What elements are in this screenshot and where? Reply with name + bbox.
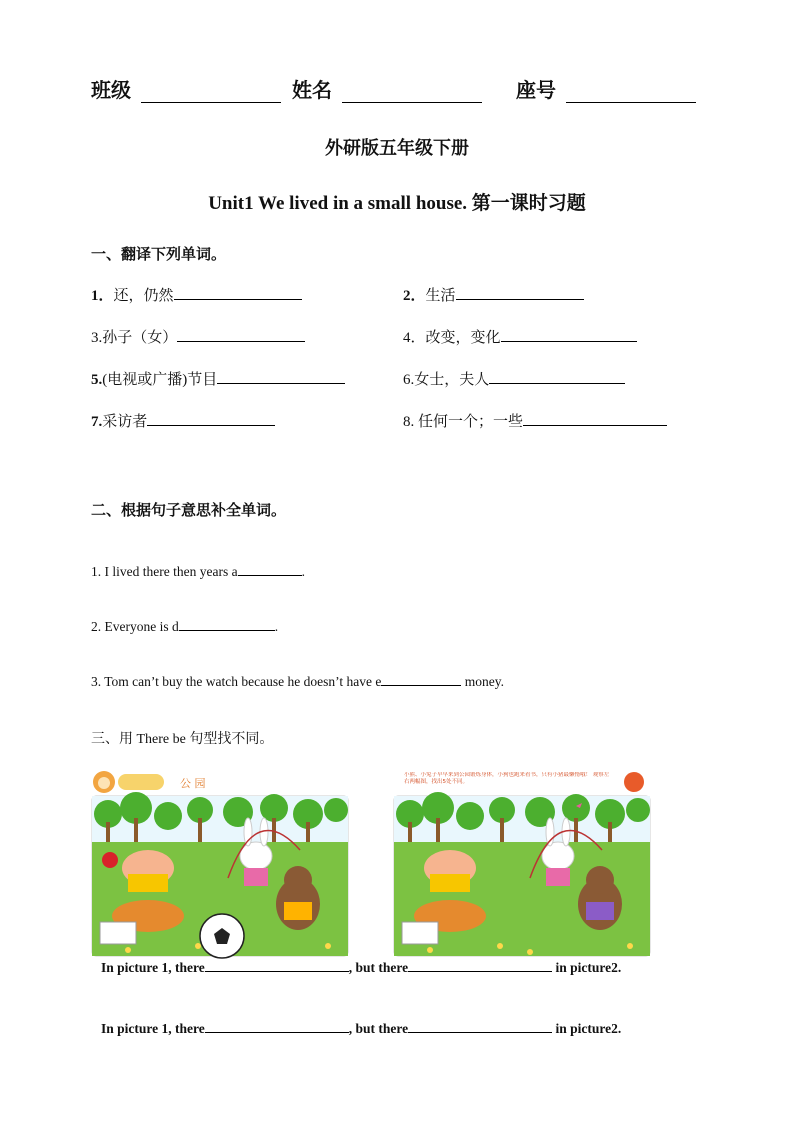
sentence-end: . xyxy=(274,619,279,634)
item-text: (电视或广播)节目 xyxy=(102,372,218,388)
answer-blank[interactable] xyxy=(147,410,275,426)
sentence-end: . xyxy=(301,564,305,579)
answer-blank[interactable] xyxy=(456,284,584,300)
item-number: 2． xyxy=(403,288,426,304)
picture1-caption: 公 园 xyxy=(180,777,206,790)
answer-blank[interactable] xyxy=(205,1019,349,1033)
seat-field[interactable] xyxy=(566,82,696,103)
sentence-end: money. xyxy=(461,674,504,689)
item-number: 6. xyxy=(403,372,415,388)
name-label: 姓名 xyxy=(292,80,332,102)
park-picture-2 xyxy=(390,770,654,960)
fox-mascot-icon xyxy=(624,772,644,792)
book-icon xyxy=(100,922,136,944)
name-field[interactable] xyxy=(342,82,482,103)
answer-suffix: in picture2. xyxy=(552,960,622,975)
section3-heading: 三、用 There be 句型找不同。 xyxy=(91,732,274,747)
answer-middle: , but there xyxy=(348,1021,409,1036)
item-text: 改变，变化 xyxy=(425,330,501,346)
apple-icon xyxy=(102,852,118,868)
class-field[interactable] xyxy=(141,82,281,103)
answer-blank[interactable] xyxy=(217,368,345,384)
vocab-item-5 xyxy=(91,368,345,389)
item-text: 任何一个；一些 xyxy=(414,414,524,430)
item-number: 4． xyxy=(403,330,426,346)
item-number: 8. xyxy=(403,414,415,430)
vocab-item-3 xyxy=(91,326,305,347)
answer-blank[interactable] xyxy=(381,672,461,686)
difference-answer-1 xyxy=(101,958,621,976)
item-number: 5. xyxy=(91,372,103,388)
sentence-text: 1. I lived there then years a xyxy=(91,564,238,579)
park-picture-1 xyxy=(88,770,352,960)
answer-blank[interactable] xyxy=(408,958,552,972)
item-text: 还，仍然 xyxy=(113,288,174,304)
answer-blank[interactable] xyxy=(179,617,275,631)
item-text: 生活 xyxy=(425,288,456,304)
vocab-item-1 xyxy=(91,284,302,305)
class-label: 班级 xyxy=(91,80,131,102)
park-scene-2 xyxy=(390,770,654,960)
answer-blank[interactable] xyxy=(205,958,349,972)
vocab-item-6 xyxy=(403,368,625,389)
difference-answer-2 xyxy=(101,1019,621,1037)
page-subtitle: Unit1 We lived in a small house. 第一课时习题 xyxy=(208,193,586,214)
answer-prefix: In picture 1, there xyxy=(101,960,205,975)
book-icon xyxy=(402,922,438,944)
item-text: 采访者 xyxy=(102,414,148,430)
answer-middle: , but there xyxy=(348,960,409,975)
vocab-item-4 xyxy=(403,326,637,347)
section2-heading: 二、根据句子意思补全单词。 xyxy=(91,503,287,519)
answer-blank[interactable] xyxy=(523,410,667,426)
vocab-item-7 xyxy=(91,410,275,431)
section1-heading: 一、翻译下列单词。 xyxy=(91,247,227,263)
item-number: 7. xyxy=(91,414,103,430)
answer-blank[interactable] xyxy=(501,326,637,342)
rabbit-icon xyxy=(542,842,574,870)
vocab-item-8 xyxy=(403,410,667,431)
answer-blank[interactable] xyxy=(238,562,302,576)
answer-prefix: In picture 1, there xyxy=(101,1021,205,1036)
sentence-3 xyxy=(91,672,504,690)
sentence-text: 3. Tom can’t buy the watch because he doesn’t have e xyxy=(91,674,382,689)
vocab-item-2 xyxy=(403,284,584,305)
page-title: 外研版五年级下册 xyxy=(325,138,469,158)
sentence-1 xyxy=(91,562,305,580)
park-scene-1 xyxy=(88,770,352,960)
answer-blank[interactable] xyxy=(489,368,625,384)
seat-label: 座号 xyxy=(516,80,556,102)
sentence-2 xyxy=(91,617,278,635)
answer-suffix: in picture2. xyxy=(552,1021,622,1036)
item-text: 孙子（女） xyxy=(102,330,178,346)
answer-blank[interactable] xyxy=(408,1019,552,1033)
picture2-caption: 小熊、小兔子早早来到公园锻炼身体，小狗也跑来看书，只有小猪最懒惰哦！ 观察左右两幅图，找出5处不同。 xyxy=(404,772,610,785)
sentence-text: 2. Everyone is d xyxy=(91,619,179,634)
answer-blank[interactable] xyxy=(174,284,302,300)
item-number: 3. xyxy=(91,330,103,346)
rabbit-icon xyxy=(240,842,272,870)
student-info-header xyxy=(91,74,702,103)
item-text: 女士，夫人 xyxy=(414,372,490,388)
answer-blank[interactable] xyxy=(177,326,305,342)
item-number: 1． xyxy=(91,288,114,304)
